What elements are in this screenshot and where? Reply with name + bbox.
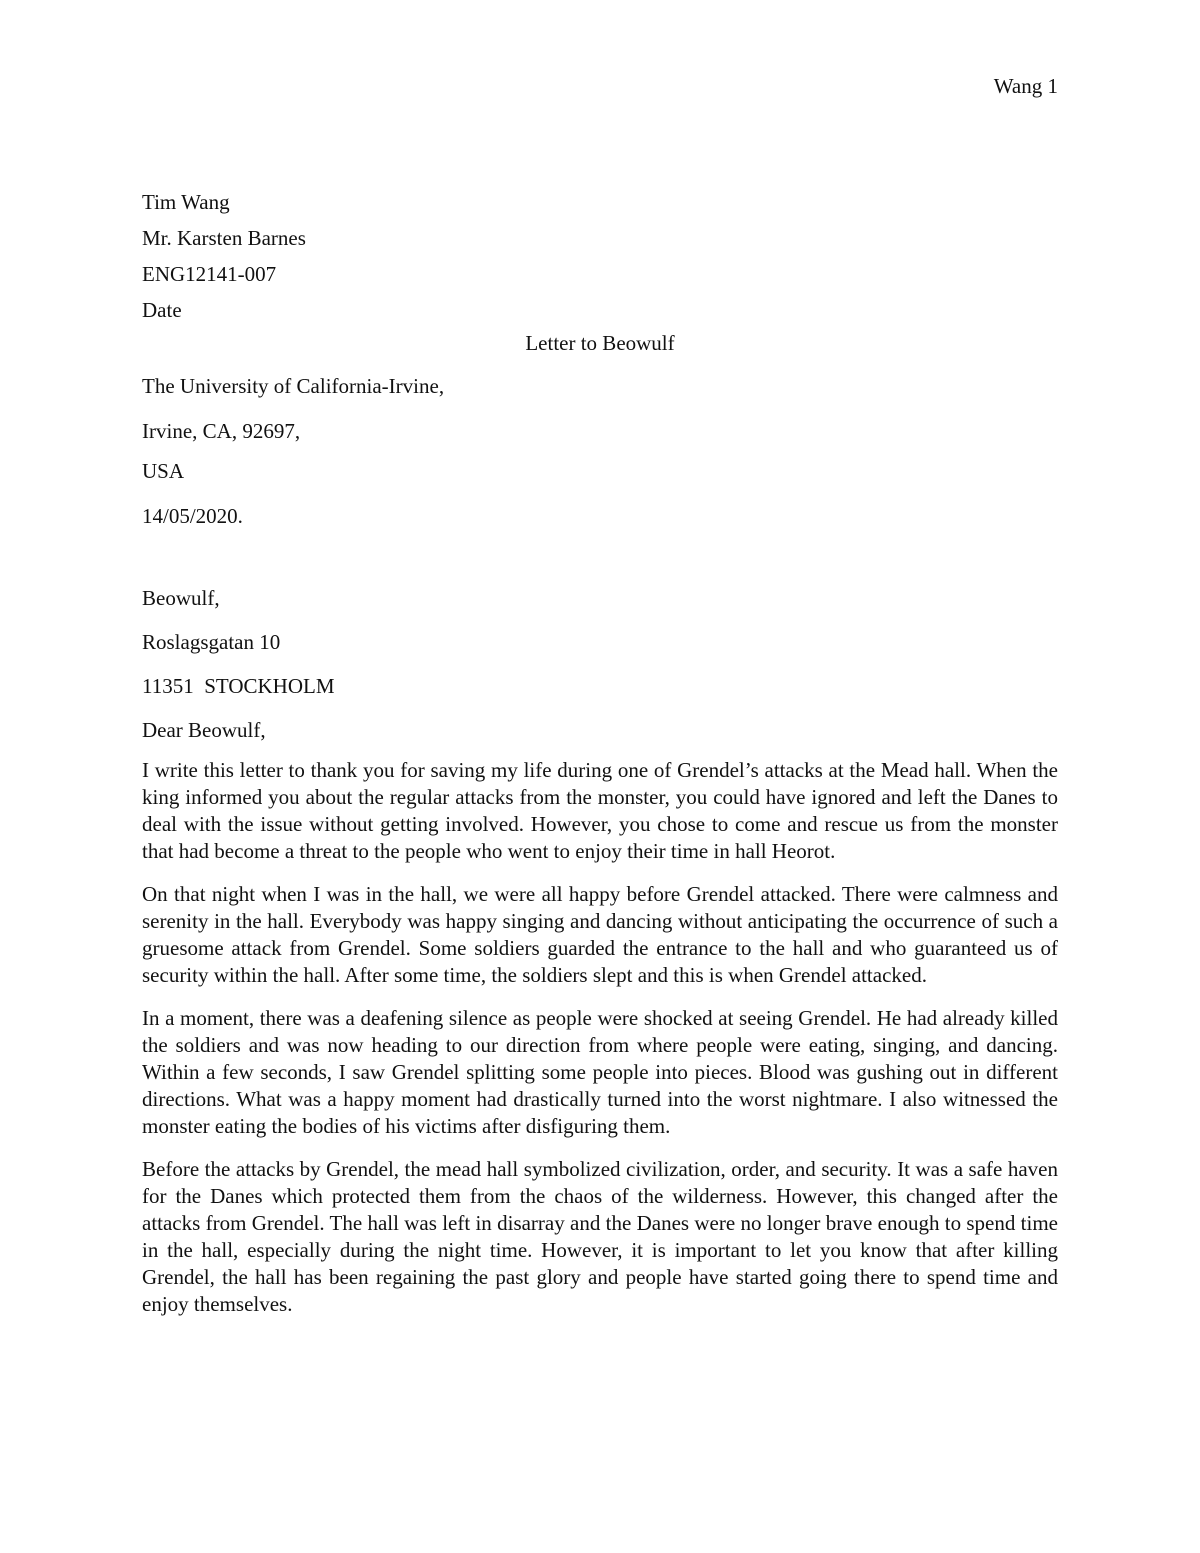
sender-address-line-3: USA — [142, 459, 185, 483]
salutation: Dear Beowulf, — [142, 718, 266, 742]
student-name: Tim Wang — [142, 190, 230, 214]
page-header-number: Wang 1 — [993, 74, 1058, 98]
mla-heading — [142, 184, 1058, 328]
sender-address-line-2: Irvine, CA, 92697, — [142, 419, 301, 443]
instructor-name: Mr. Karsten Barnes — [142, 226, 306, 250]
letter-body — [142, 757, 1058, 1334]
recipient-city: 11351 STOCKHOLM — [142, 674, 335, 698]
course-code: ENG12141-007 — [142, 262, 277, 286]
body-paragraph: I write this letter to thank you for saving my life during one of Grendel’s attacks at the Mead hall. When the king informed you about the regular attacks from the monster, you could have ignored and left the Danes to deal with the issue without getting involved. However, you chose to come and rescue us from the monster that had become a threat to the people who went to enjoy their time in hall Heorot. — [142, 758, 1058, 863]
document-title: Letter to Beowulf — [525, 331, 675, 355]
heading-date: Date — [142, 298, 182, 322]
sender-address-line-1: The University of California-Irvine, — [142, 374, 445, 398]
recipient-name: Beowulf, — [142, 586, 220, 610]
letter-date: 14/05/2020. — [142, 504, 243, 528]
body-paragraph: In a moment, there was a deafening silence as people were shocked at seeing Grendel. He had already killed the soldiers and was now heading to our direction from where people were eating, singing, and dancing. Within a few seconds, I saw Grendel splitting some people into pieces. Blood was gushing out in different directions. What was a happy moment had drastically turned into the worst nightmare. I also witnessed the monster eating the bodies of his victims after disfiguring them. — [142, 1006, 1058, 1138]
body-paragraph: On that night when I was in the hall, we were all happy before Grendel attacked. There were calmness and serenity in the hall. Everybody was happy singing and dancing without anticipating the occurrence of such a gruesome attack from Grendel. Some soldiers guarded the entrance to the hall and who guaranteed us of security within the hall. After some time, the soldiers slept and this is when Grendel attacked. — [142, 882, 1058, 987]
body-paragraph: Before the attacks by Grendel, the mead hall symbolized civilization, order, and security. It was a safe haven for the Danes which protected them from the chaos of the wilderness. However, this changed after the attacks from Grendel. The hall was left in disarray and the Danes were no longer brave enough to spend time in the hall, especially during the night time. However, it is important to let you know that after killing Grendel, the hall has been regaining the past glory and people have started going there to spend time and enjoy themselves. — [142, 1157, 1058, 1316]
recipient-street: Roslagsgatan 10 — [142, 630, 281, 654]
